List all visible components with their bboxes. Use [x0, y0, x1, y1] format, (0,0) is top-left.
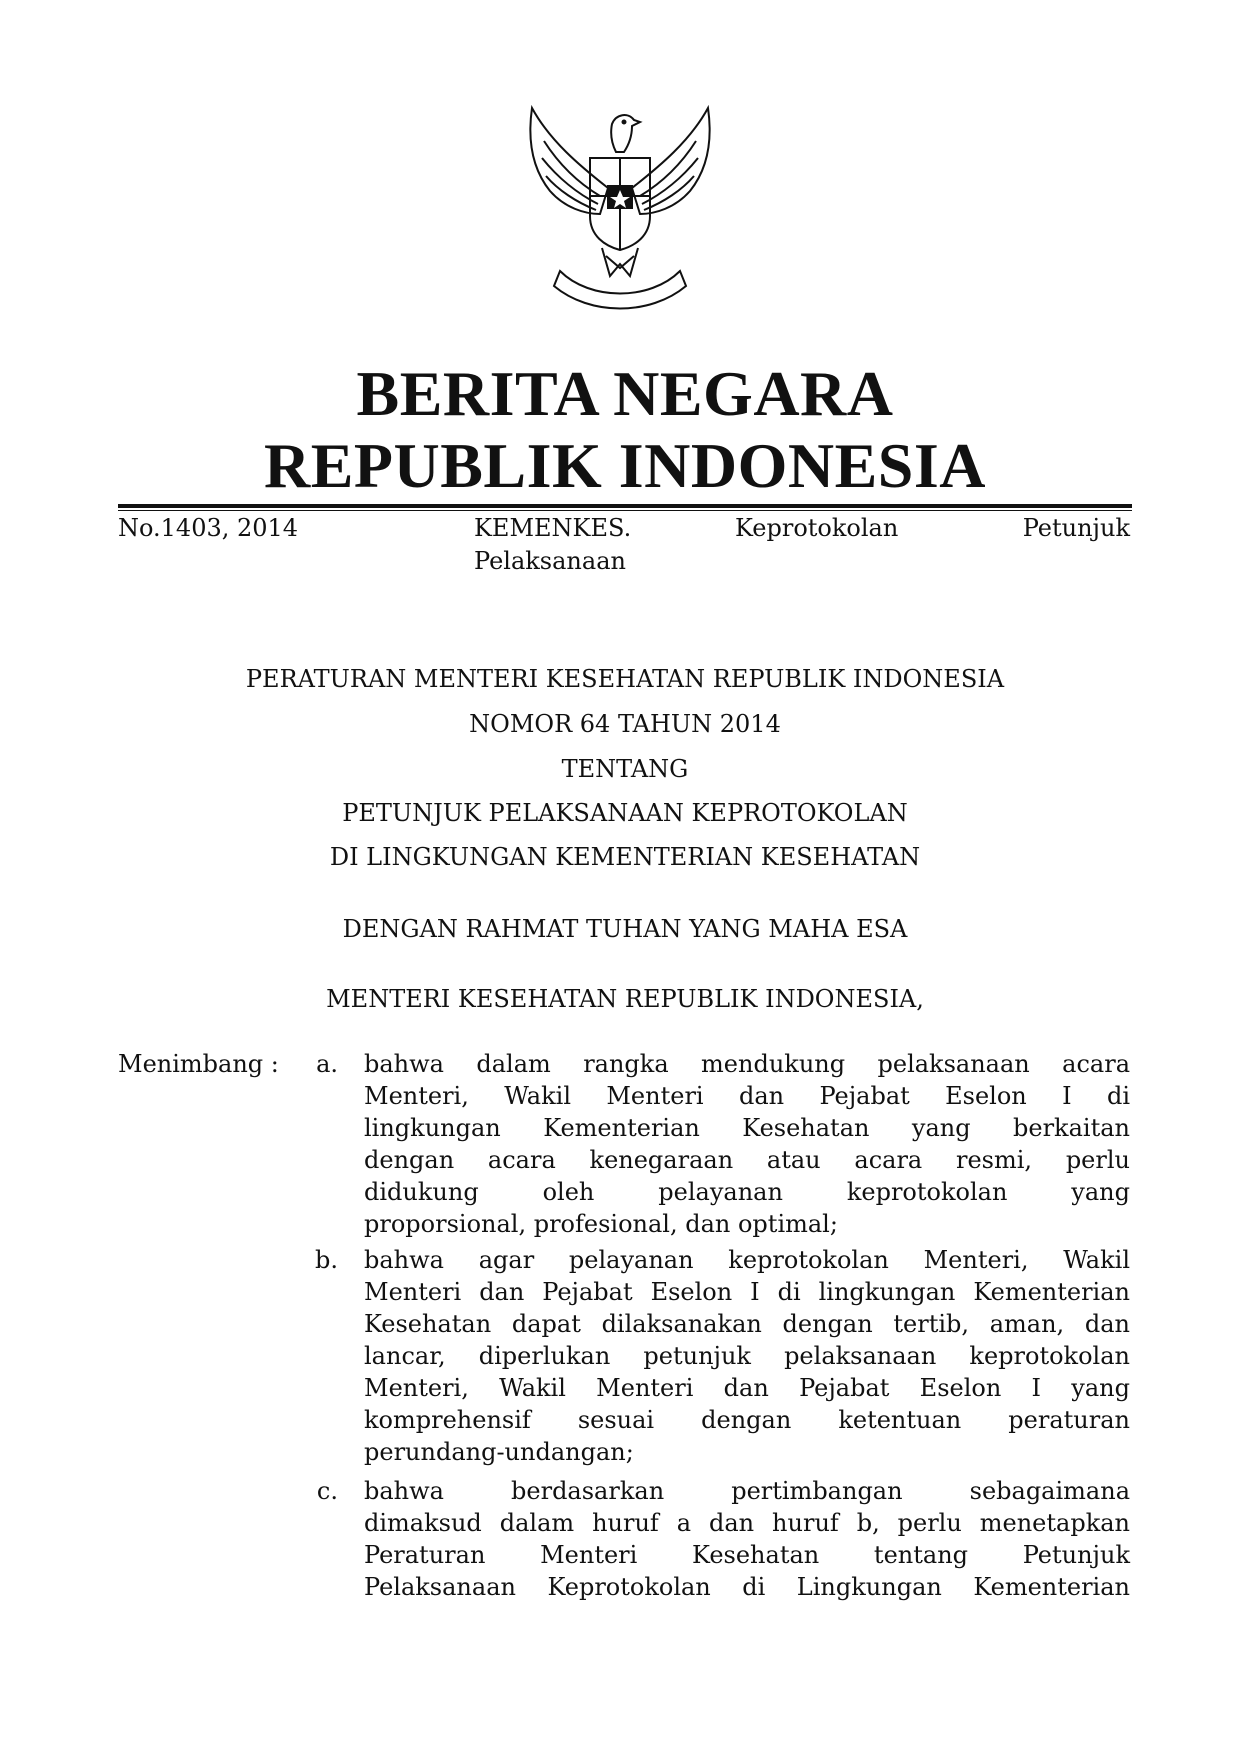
text-line: komprehensif sesuai dengan ketentuan peraturan [364, 1406, 1130, 1434]
topic-keprotokolan: Keprotokolan [735, 514, 899, 542]
regulation-number: NOMOR 64 TAHUN 2014 [469, 710, 781, 738]
masthead-title: BERITA NEGARA [356, 358, 894, 429]
regulation-subject-line2: DI LINGKUNGAN KEMENTERIAN KESEHATAN [329, 843, 921, 871]
text-line: dimaksud dalam huruf a dan huruf b, perlu menetapkan [364, 1509, 1130, 1537]
considering-item-a [364, 1048, 1130, 1240]
text-line: Menteri, Wakil Menteri dan Pejabat Eselon I yang [364, 1374, 1130, 1402]
text-line: Kesehatan dapat dilaksanakan dengan tertib, aman, dan [364, 1310, 1130, 1338]
topic-pelaksanaan: Pelaksanaan [474, 547, 626, 575]
topic-petunjuk: Petunjuk [1022, 514, 1130, 542]
text-line: bahwa berdasarkan pertimbangan sebagaimana [364, 1477, 1130, 1505]
considering-label: Menimbang : [118, 1050, 279, 1078]
text-line: proporsional, profesional, dan optimal; [364, 1210, 838, 1238]
considering-item-c [364, 1475, 1130, 1603]
text-line: lancar, diperlukan petunjuk pelaksanaan keprotokolan [364, 1342, 1130, 1370]
text-line: bahwa dalam rangka mendukung pelaksanaan acara [364, 1050, 1130, 1078]
masthead-subtitle: REPUBLIK INDONESIA [263, 430, 987, 501]
text-line: didukung oleh pelayanan keprotokolan yang [364, 1178, 1130, 1206]
text-line: bahwa agar pelayanan keprotokolan Menteri, Wakil [364, 1246, 1130, 1274]
garuda-emblem-icon [520, 96, 720, 316]
text-line: Peraturan Menteri Kesehatan tentang Petunjuk [364, 1541, 1130, 1569]
text-line: lingkungan Kementerian Kesehatan yang berkaitan [364, 1114, 1130, 1142]
gazette-number: No.1403, 2014 [118, 514, 299, 542]
item-letter-a: a. [316, 1050, 338, 1078]
blessing-line: DENGAN RAHMAT TUHAN YANG MAHA ESA [342, 915, 908, 943]
regulation-subject-line1: PETUNJUK PELAKSANAAN KEPROTOKOLAN [342, 799, 908, 827]
ministry-code: KEMENKES. [474, 514, 632, 542]
text-line: Pelaksanaan Keprotokolan di Lingkungan Kementerian [364, 1573, 1130, 1601]
issuer-line: MENTERI KESEHATAN REPUBLIK INDONESIA, [326, 985, 924, 1013]
considering-item-b [364, 1244, 1130, 1468]
regulation-about: TENTANG [561, 755, 689, 783]
masthead-rule-thin [118, 510, 1132, 511]
item-letter-b: b. [315, 1246, 338, 1274]
text-line: dengan acara kenegaraan atau acara resmi, perlu [364, 1146, 1130, 1174]
masthead-rule [118, 504, 1132, 508]
text-line: Menteri, Wakil Menteri dan Pejabat Eselon I di [364, 1082, 1130, 1110]
text-line: perundang-undangan; [364, 1438, 634, 1466]
regulation-title: PERATURAN MENTERI KESEHATAN REPUBLIK INDONESIA [245, 665, 1005, 693]
item-letter-c: c. [316, 1477, 338, 1505]
text-line: Menteri dan Pejabat Eselon I di lingkungan Kementerian [364, 1278, 1130, 1306]
